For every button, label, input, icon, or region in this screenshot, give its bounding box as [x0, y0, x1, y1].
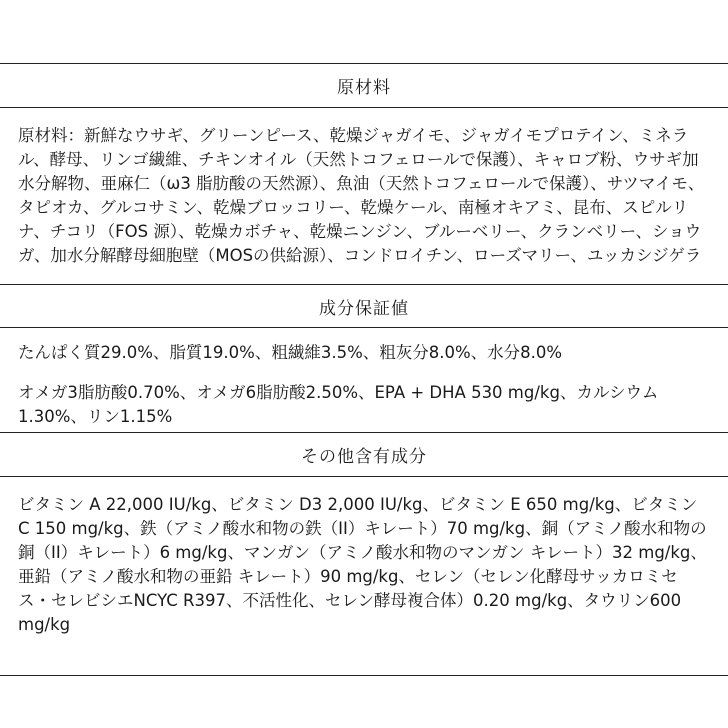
section-body-other-components — [0, 477, 728, 675]
analysis-paragraph: たんぱく質29.0%、脂質19.0%、粗繊維3.5%、粗灰分8.0%、水分8.0% — [18, 343, 563, 362]
analysis-paragraph: オメガ3脂肪酸0.70%、オメガ6脂肪酸2.50%、EPA + DHA 530 mg/kg、カルシウム1.30%、リン1.15% — [18, 383, 659, 426]
section-heading-ingredients — [0, 64, 728, 108]
ingredient-table — [0, 63, 728, 676]
section-heading-text: 原材料 — [337, 78, 391, 98]
section-heading-text: 成分保証値 — [319, 298, 409, 319]
section-heading-other-components — [0, 433, 728, 477]
section-body-ingredients — [0, 108, 728, 285]
ingredients-paragraph: 原材料：新鮮なウサギ、グリーンピース、乾燥ジャガイモ、ジャガイモプロテイン、ミネラル、酵母、リンゴ繊維、チキンオイル（天然トコフェロールで保護）、キャロブ粉、ウサギ加水分解物、亜麻仁（ω3 脂肪酸の天然源）、魚油（天然トコフェロールで保護）、サツマイモ、タピオカ、グルコサミン、乾燥ブロッコリー、乾燥ケール、南極オキアミ、昆布、スピルリナ、チコリ（FOS 源）、乾燥カボチャ、乾燥ニンジン、ブルーベリー、クランベリー、ショウガ、加水分解酵母細胞壁（MOSの供給源）、コンドロイチン、ローズマリー、ユッカシジゲラ — [18, 126, 705, 265]
section-body-guaranteed-analysis — [0, 328, 728, 433]
section-heading-guaranteed-analysis — [0, 285, 728, 328]
other-components-paragraph: ビタミン A 22,000 IU/kg、ビタミン D3 2,000 IU/kg、ビタミン E 650 mg/kg、ビタミン C 150 mg/kg、鉄（アミノ酸水和物の鉄（II）キレート）70 mg/kg、銅（アミノ酸水和物の銅（II）キレート）6 mg/kg、マンガン（アミノ酸水和物のマンガン キレート）32 mg/kg、亜鉛（アミノ酸水和物の亜鉛 キレート）90 mg/kg、セレン（セレン化酵母サッカロミセス・セレビシエNCYC R397、不活性化、セレン酵母複合体）0.20 mg/kg、タウリン600 mg/kg — [18, 495, 707, 634]
section-heading-text: その他含有成分 — [301, 447, 427, 467]
